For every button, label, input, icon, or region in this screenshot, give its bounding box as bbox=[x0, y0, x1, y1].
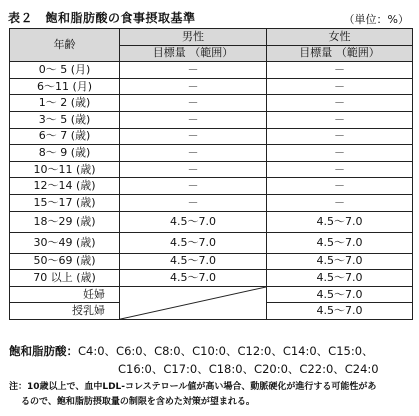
female-value: － bbox=[267, 111, 413, 128]
age-cell: 50～69 (歳) bbox=[10, 253, 120, 270]
fatty-acid-list-2: C16:0、C17:0、C18:0、C20:0、C22:0、C24:0 bbox=[118, 362, 379, 376]
female-value: 4.5～7.0 bbox=[267, 270, 413, 287]
age-cell: 18～29 (歳) bbox=[10, 211, 120, 232]
fatty-acid-list-1: C4:0、C6:0、C8:0、C10:0、C12:0、C14:0、C15:0、 bbox=[78, 344, 374, 358]
intake-standard-table bbox=[9, 28, 413, 320]
male-value: － bbox=[120, 111, 267, 128]
table-row bbox=[10, 178, 413, 195]
male-value: － bbox=[120, 194, 267, 211]
female-value: 4.5～7.0 bbox=[267, 253, 413, 270]
age-cell: 12～14 (歳) bbox=[10, 178, 120, 195]
age-cell: 0～ 5 (月) bbox=[10, 62, 120, 79]
footnote-line-1: 注：10歳以上で、血中LDL-コレステロール値が高い場合、動脈硬化が進行する可能性があ bbox=[9, 382, 377, 392]
header-female-target: 目標量 （範囲） bbox=[267, 45, 413, 62]
age-cell: 6～11 (月) bbox=[10, 78, 120, 95]
footnote bbox=[9, 380, 414, 410]
table-row bbox=[10, 270, 413, 287]
age-cell: 3～ 5 (歳) bbox=[10, 111, 120, 128]
header-male: 男性 bbox=[120, 29, 267, 46]
unit-label: （単位：%） bbox=[343, 13, 409, 26]
age-cell: 1～ 2 (歳) bbox=[10, 95, 120, 112]
male-value: 4.5～7.0 bbox=[120, 211, 267, 232]
age-cell: 70 以上 (歳) bbox=[10, 270, 120, 287]
table-row bbox=[10, 128, 413, 145]
lactating-label: 授乳婦 bbox=[10, 303, 120, 320]
male-value: － bbox=[120, 78, 267, 95]
female-value: 4.5～7.0 bbox=[267, 232, 413, 253]
male-value: － bbox=[120, 62, 267, 79]
female-value: － bbox=[267, 194, 413, 211]
male-value: － bbox=[120, 161, 267, 178]
header-female: 女性 bbox=[267, 29, 413, 46]
male-value: 4.5～7.0 bbox=[120, 232, 267, 253]
table-title: 表２ 飽和脂肪酸の食事摂取基準 bbox=[8, 11, 196, 25]
table-row bbox=[10, 111, 413, 128]
female-value: － bbox=[267, 178, 413, 195]
pregnant-label: 妊婦 bbox=[10, 286, 120, 303]
table-row bbox=[10, 194, 413, 211]
age-cell: 6～ 7 (歳) bbox=[10, 128, 120, 145]
table-row bbox=[10, 78, 413, 95]
table-row bbox=[10, 95, 413, 112]
age-cell: 30～49 (歳) bbox=[10, 232, 120, 253]
header-male-target: 目標量 （範囲） bbox=[120, 45, 267, 62]
not-applicable-cell bbox=[120, 286, 267, 319]
male-value: 4.5～7.0 bbox=[120, 270, 267, 287]
female-value: － bbox=[267, 95, 413, 112]
table-row bbox=[10, 232, 413, 253]
lactating-female-value: 4.5～7.0 bbox=[267, 303, 413, 320]
table-row bbox=[10, 253, 413, 270]
diagonal-line bbox=[120, 287, 266, 319]
female-value: － bbox=[267, 78, 413, 95]
footnote-line-2: るので、飽和脂肪摂取量の制限を含めた対策が望まれる。 bbox=[21, 397, 255, 407]
male-value: － bbox=[120, 145, 267, 162]
age-cell: 8～ 9 (歳) bbox=[10, 145, 120, 162]
female-value: － bbox=[267, 128, 413, 145]
table-row bbox=[10, 62, 413, 79]
female-value: － bbox=[267, 161, 413, 178]
male-value: 4.5～7.0 bbox=[120, 253, 267, 270]
table-row bbox=[10, 211, 413, 232]
male-value: － bbox=[120, 178, 267, 195]
fatty-acid-definition bbox=[9, 342, 379, 378]
table-row bbox=[10, 145, 413, 162]
pregnant-female-value: 4.5～7.0 bbox=[267, 286, 413, 303]
age-cell: 10～11 (歳) bbox=[10, 161, 120, 178]
table-row bbox=[10, 161, 413, 178]
table-row bbox=[10, 286, 413, 303]
male-value: － bbox=[120, 95, 267, 112]
male-value: － bbox=[120, 128, 267, 145]
female-value: 4.5～7.0 bbox=[267, 211, 413, 232]
female-value: － bbox=[267, 145, 413, 162]
age-cell: 15～17 (歳) bbox=[10, 194, 120, 211]
header-age: 年齢 bbox=[10, 29, 120, 62]
fatty-acid-label: 飽和脂肪酸： bbox=[9, 344, 78, 358]
female-value: － bbox=[267, 62, 413, 79]
